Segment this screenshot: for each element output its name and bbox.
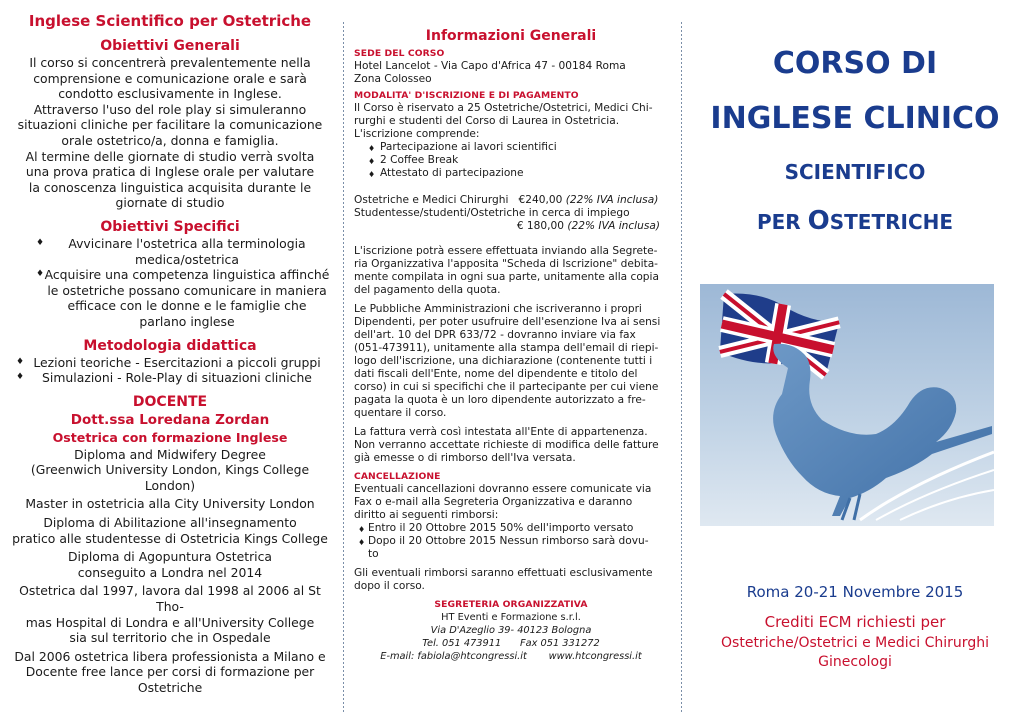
text-line: situazioni cliniche per facilitare la comunicazione <box>17 117 323 133</box>
text-line: dopo il corso. <box>354 580 425 592</box>
course-subtitle: Inglese Scientifico per Ostetriche <box>28 12 312 30</box>
cover-title-line2: INGLESE CLINICO <box>710 101 1000 136</box>
refund-list <box>354 522 668 561</box>
venue-zone: Zona Colosseo <box>354 73 432 85</box>
text-line: condotto esclusivamente in Inglese. <box>58 86 282 102</box>
title-initial-o: O <box>807 206 830 236</box>
organizing-secretariat <box>354 599 668 663</box>
list-item: ♦ Avvicinare l'ostetrica alla terminologia medica/ostetrica <box>6 236 334 267</box>
text-line: diritto ai seguenti rimborsi: <box>354 509 499 521</box>
cv-entry: Ostetrica dal 1997, lavora dal 1998 al 2006 al St Tho- mas Hospital di Londra e all'University College sia sul territorio che in Ospedale <box>19 583 321 646</box>
price-list <box>354 194 668 233</box>
text-line: la conoscenza linguistica acquisita durante le <box>28 179 312 195</box>
methodology-list <box>6 355 334 386</box>
price-label: Ostetriche e Medici Chirurghi <box>354 194 509 206</box>
secretariat-name: HT Eventi e Formazione s.r.l. <box>441 612 581 623</box>
text-line: Eventuali cancellazioni dovranno essere comunicate via <box>354 483 652 495</box>
section-title-general-objectives: Obiettivi Generali <box>100 38 240 54</box>
price-note: (22% IVA inclusa) <box>565 194 659 206</box>
text-line: del pagamento della quota. <box>354 284 501 296</box>
specific-objectives-list <box>6 236 334 330</box>
ecm-credits: Crediti ECM richiesti per <box>764 613 946 631</box>
secretariat-title: SEGRETERIA ORGANIZZATIVA <box>434 599 588 610</box>
list-item: ♦ Partecipazione ai lavori scientifici <box>354 141 668 154</box>
secretariat-contacts <box>354 650 668 663</box>
text-line: dell'art. 10 del DPR 633/72 - dovranno inviare via fax <box>354 329 636 341</box>
price-note: (22% IVA inclusa) <box>567 220 660 232</box>
list-item: ♦ 2 Coffee Break <box>354 154 668 167</box>
text-line: dati fiscali dell'Ente, nome del dipendente e titolo del <box>354 368 638 380</box>
secretariat-website[interactable]: www.htcongressi.it <box>548 651 642 662</box>
text-line: corso) in cui si specifichi che il partecipante per cui viene <box>354 381 659 393</box>
text-line: Le Pubbliche Amministrazioni che iscriveranno i propri <box>354 303 642 315</box>
secretariat-phone-fax <box>354 637 668 650</box>
text-line: Il corso si concentrerà prevalentemente nella <box>29 55 311 70</box>
cover-title-line4 <box>686 206 1024 236</box>
text-line: Fax o e-mail alla Segreteria Organizzativa e daranno <box>354 496 633 508</box>
text-line: La fattura verrà così intestata all'Ente di appartenenza. <box>354 426 648 438</box>
invoice-text <box>354 426 668 465</box>
text-line: Gli eventuali rimborsi saranno effettuati esclusivamente <box>354 567 653 579</box>
price-row-label: Studentesse/studenti/Ostetriche in cerca di impiego <box>354 207 630 219</box>
cover-title-line3: SCIENTIFICO <box>784 160 926 184</box>
general-info-title: Informazioni Generali <box>425 28 597 44</box>
text-line: (051-473911), unitamente alla stampa dell'email di riepi- <box>354 342 659 354</box>
text-line: rurghi e studenti del Corso di Laurea in Ostetricia. <box>354 115 620 127</box>
text-line: Attraverso l'uso del role play si simuleranno <box>33 101 307 117</box>
price-value: € 180,00 <box>516 220 565 232</box>
cv-entry: Diploma di Abilitazione all'insegnamento pratico alle studentesse di Ostetricia Kings College <box>12 515 328 546</box>
list-item: ♦ Dopo il 20 Ottobre 2015 Nessun rimborso sarà dovu- to <box>354 535 668 561</box>
heron-flag-illustration <box>700 284 994 526</box>
audience-line: Ginecologi <box>818 654 892 670</box>
text-line: Il Corso è riservato a 25 Ostetriche/Ostetrici, Medici Chi- <box>354 102 653 114</box>
column-divider <box>681 22 682 712</box>
list-item: ♦ Acquisire una competenza linguistica affinché le ostetriche possano comunicare in maniera efficace con le donne e le famiglie che parlano inglese <box>6 267 334 329</box>
secretariat-email[interactable]: E-mail: fabiola@htcongressi.it <box>380 651 527 662</box>
venue-address: Hotel Lancelot - Via Capo d'Africa 47 - 00184 Roma <box>354 60 626 72</box>
column-divider <box>343 22 344 712</box>
general-objectives-text <box>6 55 334 211</box>
list-item: ♦ Simulazioni - Role-Play di situazioni cliniche <box>6 370 334 386</box>
cover-title-line1: CORSO DI <box>772 46 938 81</box>
teacher-cv <box>6 447 334 696</box>
target-audience <box>686 634 1024 672</box>
secretariat-tel: Tel. 051 473911 <box>422 638 502 649</box>
section-title-methodology: Metodologia didattica <box>83 337 257 354</box>
text-line: Dipendenti, per poter usufruire dell'esenzione Iva ai sensi <box>354 316 661 328</box>
cv-entry: Diploma and Midwifery Degree (Greenwich University London, Kings College London) <box>30 446 310 493</box>
public-administration-text <box>354 303 668 420</box>
registration-instructions <box>354 245 668 297</box>
column-cover <box>686 0 1024 724</box>
text-line: una prova pratica di Inglese orale per valutare <box>25 164 315 180</box>
list-item: ♦ Attestato di partecipazione <box>354 167 668 180</box>
price-row <box>354 194 668 207</box>
text-line: Al termine delle giornate di studio verrà svolta <box>25 148 315 164</box>
price-value: €240,00 <box>518 194 563 206</box>
registration-title: MODALITA' D'ISCRIZIONE E DI PAGAMENTO <box>354 90 579 101</box>
cv-entry: Master in ostetricia alla City University London <box>25 496 315 512</box>
course-date: Roma 20-21 Novembre 2015 <box>746 583 964 601</box>
text-line: orale ostetrico/a, donna e famiglia. <box>61 132 279 148</box>
list-item: ♦ Entro il 20 Ottobre 2015 50% dell'importo versato <box>354 522 668 535</box>
column-general-info <box>346 0 676 724</box>
cancellation-title: CANCELLAZIONE <box>354 471 441 482</box>
teacher-name: Dott.ssa Loredana Zordan <box>70 411 270 428</box>
text-line: L'iscrizione comprende: <box>354 128 480 140</box>
registration-includes-list <box>354 141 668 180</box>
text-line: quentare il corso. <box>354 407 447 419</box>
column-course-info <box>0 0 340 724</box>
list-item: ♦ Lezioni teoriche - Esercitazioni a piccoli gruppi <box>6 355 334 371</box>
text-line: giornate di studio <box>115 195 225 211</box>
title-word-stetriche: STETRICHE <box>829 210 954 234</box>
text-line: già emesse o di rimborso dell'Iva versata. <box>354 452 576 464</box>
cv-entry: Dal 2006 ostetrica libera professionista a Milano e Docente free lance per corsi di formazione per Ostetriche <box>14 648 326 695</box>
teacher-role: Ostetrica con formazione Inglese <box>52 429 288 445</box>
text-line: Non verranno accettate richieste di modifica delle fatture <box>354 439 659 451</box>
text-line: logo dell'iscrizione, una dichiarazione (contenente tutti i <box>354 355 653 367</box>
text-line: ria Organizzativa l'apposita "Scheda di Iscrizione" debita- <box>354 258 659 270</box>
text-line: mente compilata in ogni sua parte, unitamente alla copia <box>354 271 659 283</box>
text-line: pagata la quota è un loro dipendente autorizzato a fre- <box>354 394 646 406</box>
audience-line: Ostetriche/Ostetrici e Medici Chirurghi <box>721 635 989 651</box>
text-line: L'iscrizione potrà essere effettuata inviando alla Segrete- <box>354 245 658 257</box>
section-title-teacher: DOCENTE <box>132 393 208 410</box>
title-word-per: PER <box>756 210 808 234</box>
section-title-specific-objectives: Obiettivi Specifici <box>100 218 240 235</box>
venue-title: SEDE DEL CORSO <box>354 48 445 59</box>
text-line: comprensione e comunicazione orale e sarà <box>33 70 307 86</box>
secretariat-fax: Fax 051 331272 <box>519 638 600 649</box>
price-row <box>354 220 668 233</box>
cv-entry: Diploma di Agopuntura Ostetrica conseguito a Londra nel 2014 <box>67 549 273 580</box>
secretariat-address: Via D'Azeglio 39- 40123 Bologna <box>430 625 592 636</box>
